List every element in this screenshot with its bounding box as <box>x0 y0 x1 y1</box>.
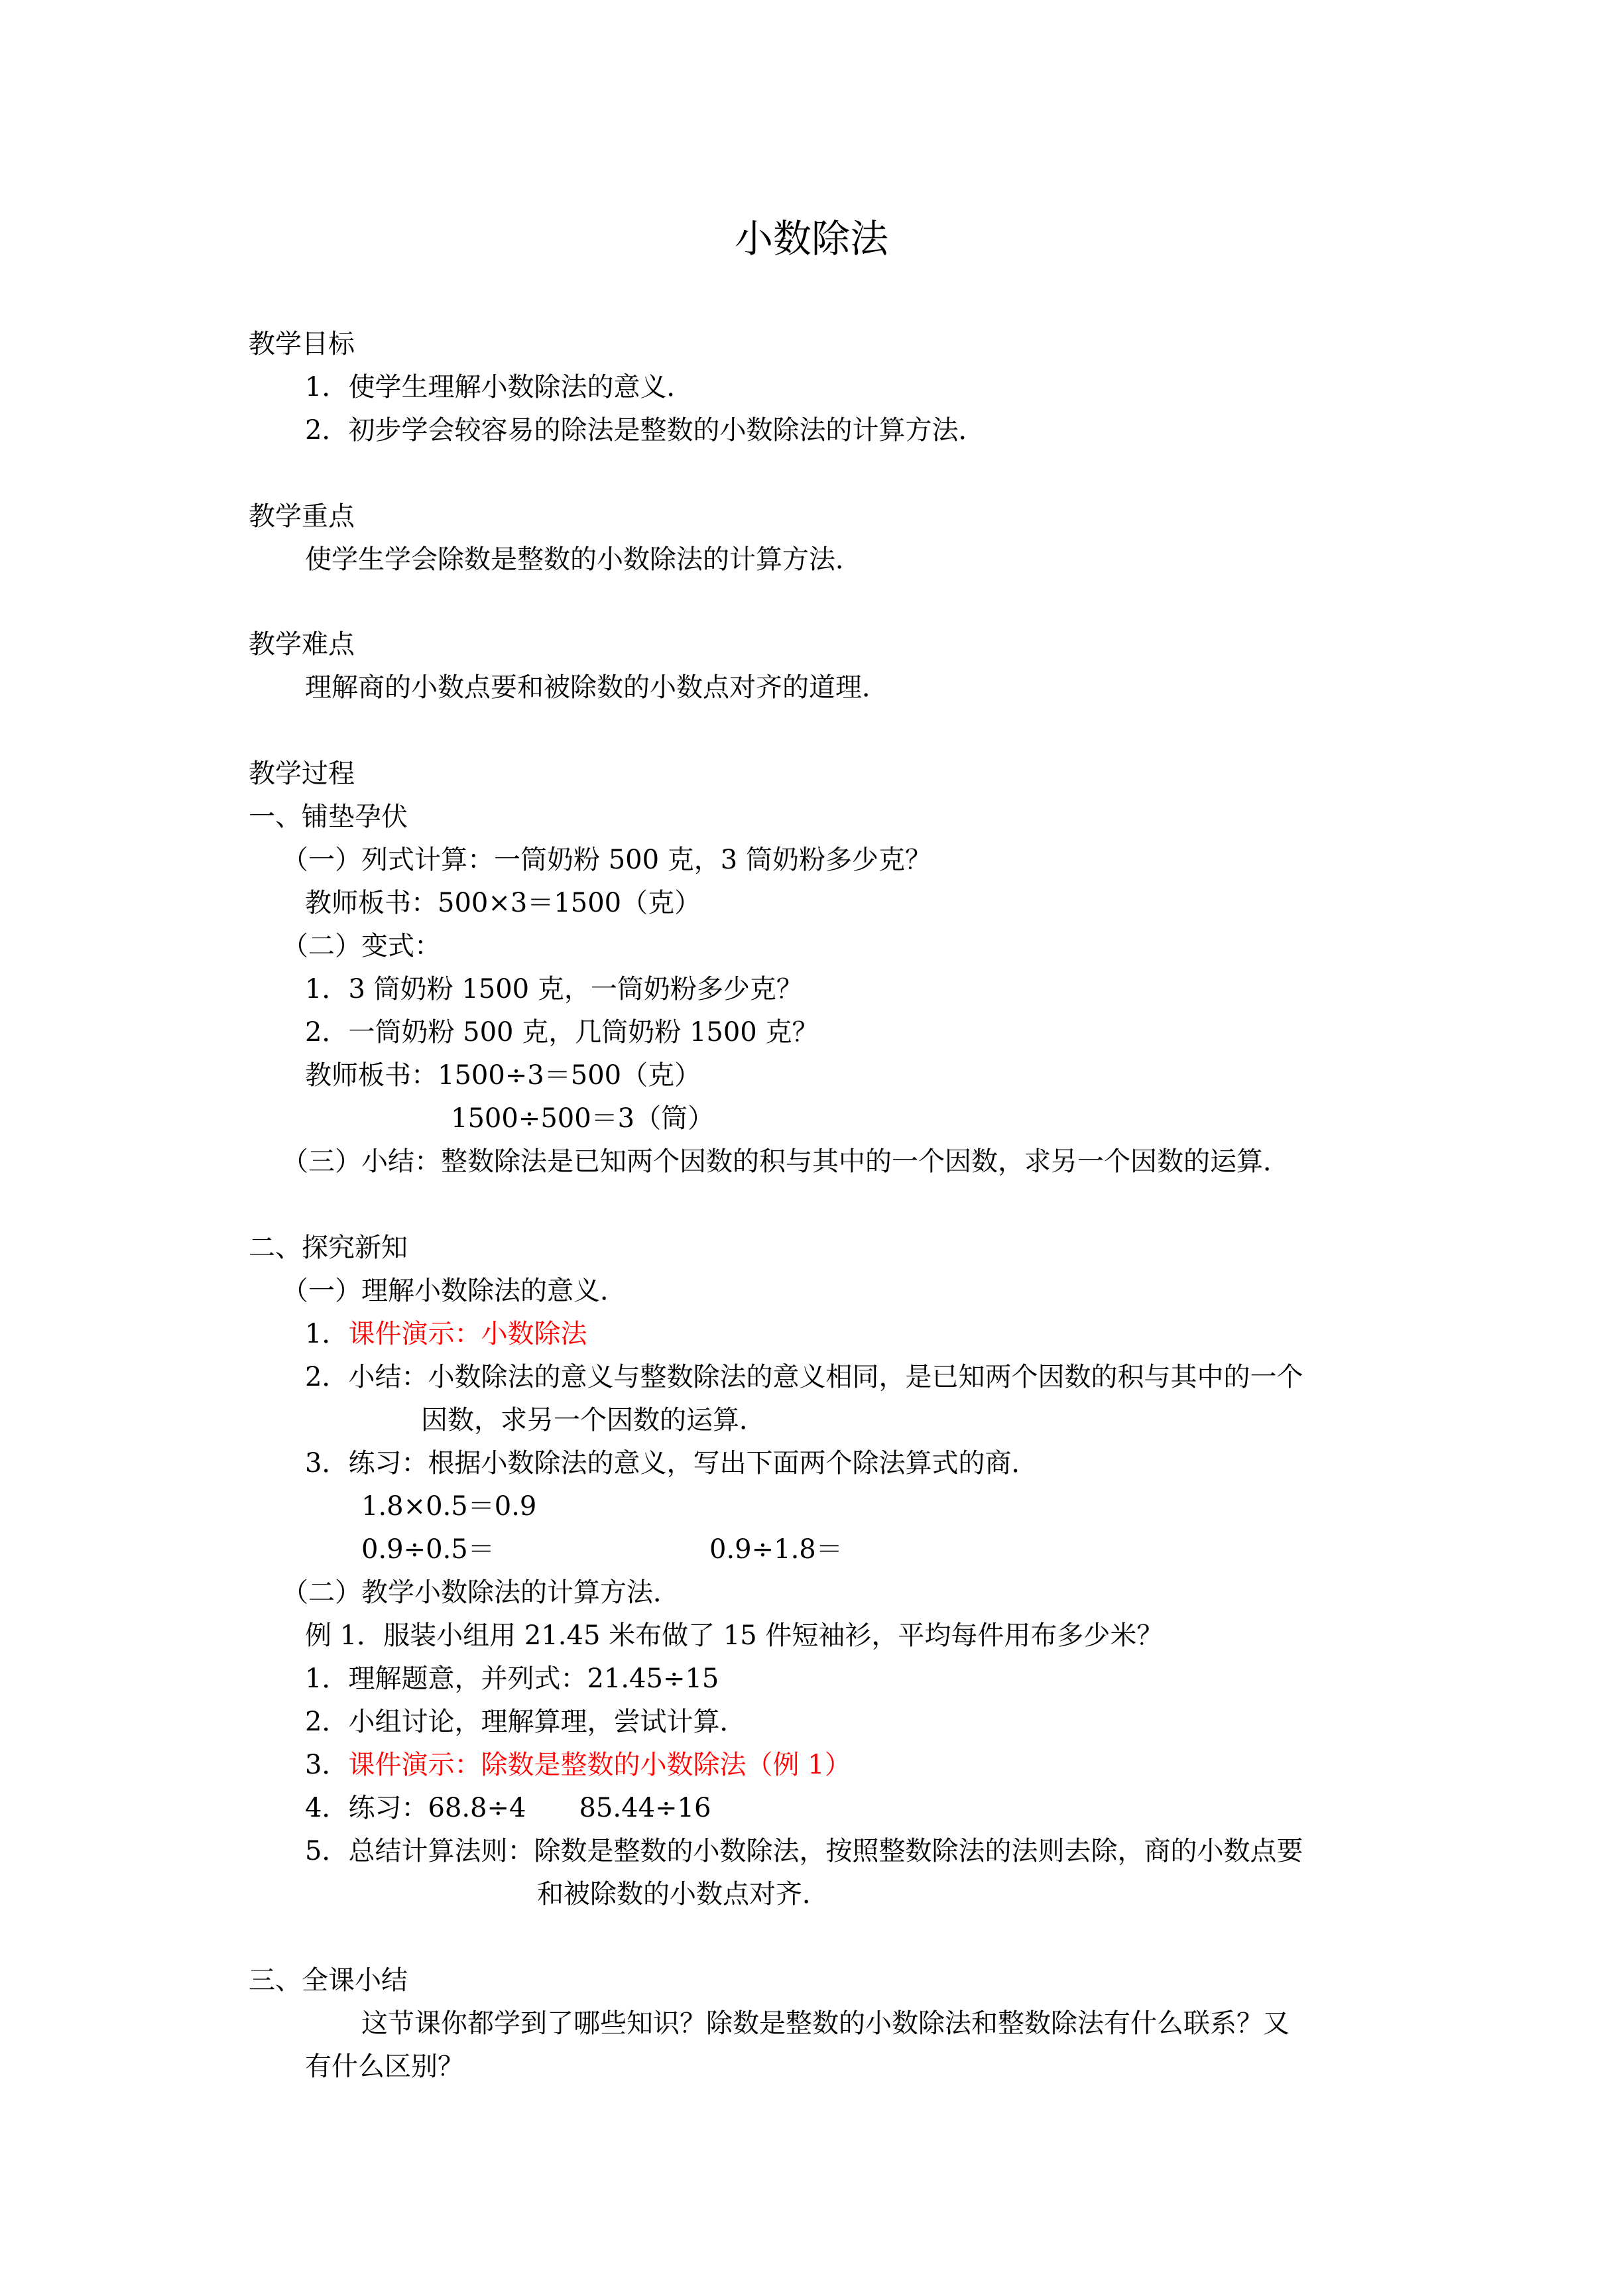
equation-3: 0.9÷1.8＝ <box>709 1534 843 1565</box>
example-step-1: 1．理解题意，并列式：21.45÷15 <box>305 1663 719 1694</box>
example-step-2: 2．小组讨论，理解算理，尝试计算． <box>305 1707 747 1737</box>
part2-step3: 3．练习：根据小数除法的意义，写出下面两个除法算式的商． <box>305 1448 1038 1479</box>
equation-1: 1.8×0.5＝0.9 <box>361 1491 537 1522</box>
goals-heading: 教学目标 <box>249 329 355 359</box>
example-step-5-line1: 5．总结计算法则：除数是整数的小数除法，按照整数除法的法则去除，商的小数点要 <box>305 1836 1303 1866</box>
equation-2: 0.9÷0.5＝ <box>361 1534 495 1565</box>
courseware-demo-link-1: 课件演示：小数除法 <box>348 1319 587 1349</box>
example-1: 例 1．服装小组用 21.45 米布做了 15 件短袖衫，平均每件用布多少米？ <box>305 1620 1164 1651</box>
part1-board1: 教师板书：500×3＝1500（克） <box>305 888 701 918</box>
example-step-5-line2: 和被除数的小数点对齐． <box>537 1879 829 1909</box>
process-heading: 教学过程 <box>249 758 355 789</box>
part1-board3: 1500÷500＝3（筒） <box>451 1103 715 1134</box>
part1-board2: 教师板书：1500÷3＝500（克） <box>305 1060 701 1091</box>
part2-step2-line1: 2．小结：小数除法的意义与整数除法的意义相同，是已知两个因数的积与其中的一个 <box>305 1362 1303 1392</box>
page-title: 小数除法 <box>734 216 888 261</box>
goal-item-1: 1．使学生理解小数除法的意义． <box>305 372 693 402</box>
part2-heading: 二、探究新知 <box>249 1233 408 1263</box>
example-step-4: 4．练习：68.8÷4 85.44÷16 <box>305 1793 711 1823</box>
part3-line1: 这节课你都学到了哪些知识？除数是整数的小数除法和整数除法有什么联系？又 <box>361 2008 1290 2039</box>
example-step-3 <box>305 1747 851 1783</box>
part1-sub2: （二）变式： <box>282 931 441 961</box>
part3-heading: 三、全课小结 <box>249 1965 408 1996</box>
difficulty-heading: 教学难点 <box>249 629 355 660</box>
difficulty-text: 理解商的小数点要和被除数的小数点对齐的道理． <box>305 672 888 703</box>
part1-variant-1: 1．3 筒奶粉 1500 克，一筒奶粉多少克？ <box>305 974 803 1004</box>
part2-sub1: （一）理解小数除法的意义． <box>282 1276 627 1306</box>
part1-sub1: （一）列式计算：一筒奶粉 500 克，3 筒奶粉多少克？ <box>282 845 932 875</box>
step3-number: 3． <box>305 1750 349 1780</box>
part1-heading: 一、铺垫孕伏 <box>249 802 408 832</box>
part1-summary: （三）小结：整数除法是已知两个因数的积与其中的一个因数，求另一个因数的运算． <box>282 1146 1290 1177</box>
part2-sub2: （二）教学小数除法的计算方法． <box>282 1577 680 1608</box>
part2-step1 <box>305 1316 587 1352</box>
part1-variant-2: 2．一筒奶粉 500 克，几筒奶粉 1500 克？ <box>305 1017 819 1048</box>
goal-item-2: 2．初步学会较容易的除法是整数的小数除法的计算方法． <box>305 415 985 446</box>
courseware-demo-link-2: 课件演示：除数是整数的小数除法（例 1） <box>348 1750 851 1780</box>
step1-number: 1． <box>305 1319 349 1349</box>
focus-text: 使学生学会除数是整数的小数除法的计算方法． <box>305 544 862 575</box>
part3-line2: 有什么区别？ <box>305 2051 464 2082</box>
part2-step2-line2: 因数，求另一个因数的运算． <box>421 1405 766 1435</box>
focus-heading: 教学重点 <box>249 501 355 532</box>
